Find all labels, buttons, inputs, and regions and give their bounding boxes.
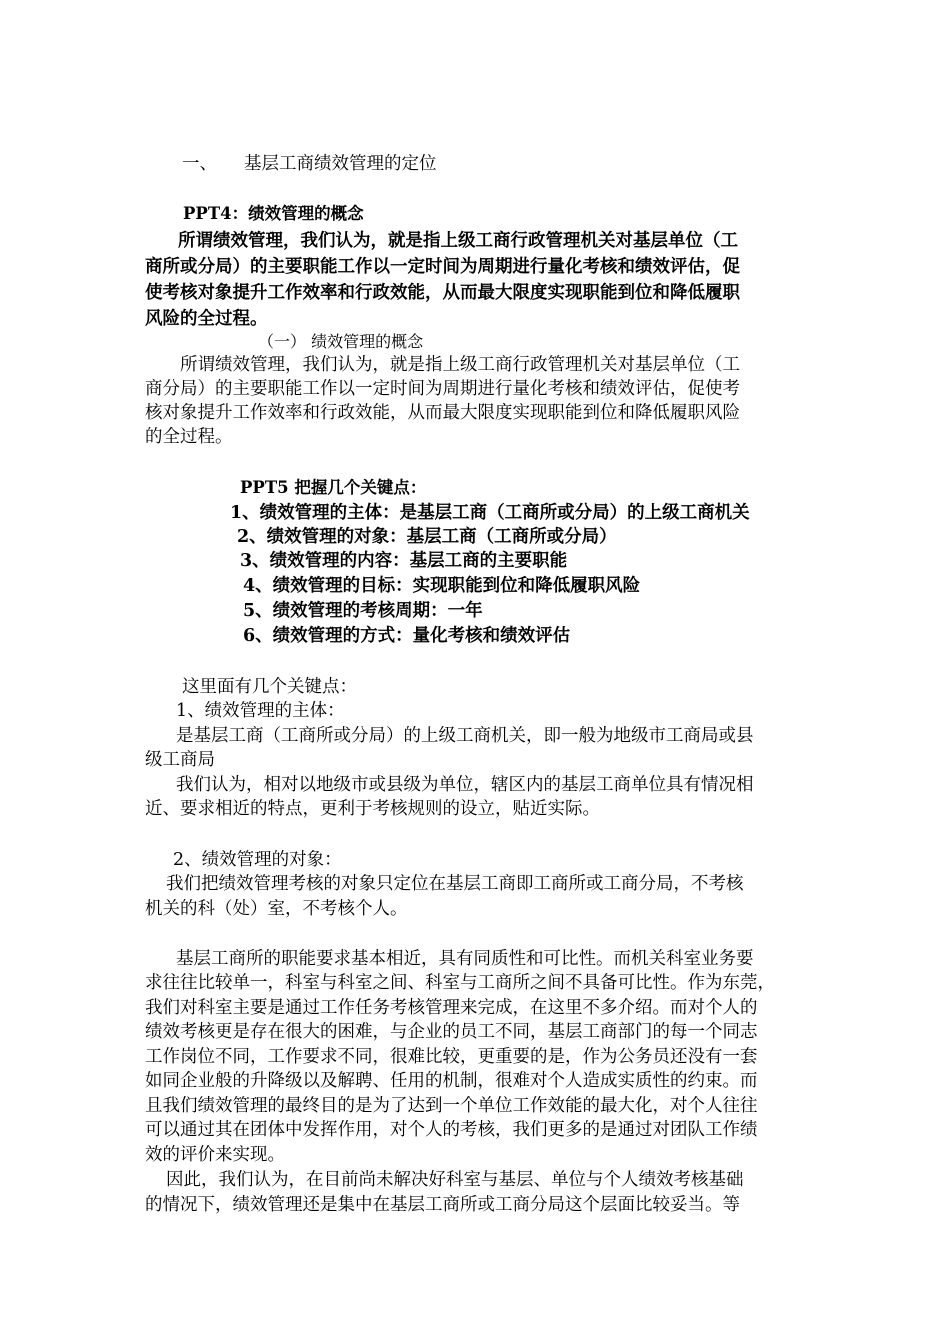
paragraph-line: 效的评价来实现。 bbox=[145, 1145, 285, 1165]
heading-number: 一、 bbox=[182, 154, 217, 174]
point1-note-line: 我们认为，相对以地级市或县级为单位，辖区内的基层工商单位具有情况相 bbox=[176, 775, 754, 795]
ppt5-item: 2、绩效管理的对象：基层工商（工商所或分局） bbox=[237, 527, 617, 547]
ppt4-line: 所谓绩效管理，我们认为，就是指上级工商行政管理机关对基层单位（工 bbox=[178, 231, 738, 251]
point1-line: 级工商局 bbox=[145, 750, 215, 770]
point2-line: 机关的科（处）室，不考核个人。 bbox=[145, 899, 408, 919]
heading-title: 基层工商绩效管理的定位 bbox=[244, 154, 437, 174]
paragraph-line: 求往往比较单一，科室与科室之间、科室与工商所之间不具备可比性。作为东莞， bbox=[145, 973, 775, 993]
paragraph-line: 绩效考核更是存在很大的困难，与企业的员工不同，基层工商部门的每一个同志 bbox=[145, 1022, 758, 1042]
point2-title: 2、绩效管理的对象： bbox=[173, 850, 342, 870]
section1-line: 商分局）的主要职能工作以一定时间为周期进行量化考核和绩效评估，促使考 bbox=[145, 379, 740, 399]
point1-line: 是基层工商（工商所或分局）的上级工商机关，即一般为地级市工商局或县 bbox=[176, 726, 754, 746]
ppt5-item: 3、绩效管理的内容：基层工商的主要职能 bbox=[240, 551, 568, 571]
paragraph-line: 我们对科室主要是通过工作任务考核管理来完成，在这里不多介绍。而对个人的 bbox=[145, 998, 758, 1018]
paragraph-line: 且我们绩效管理的最终目的是为了达到一个单位工作效能的最大化，对个人往往 bbox=[145, 1096, 758, 1116]
ppt5-item: 1、绩效管理的主体：是基层工商（工商所或分局）的上级工商机关 bbox=[230, 503, 750, 523]
ppt4-line: 风险的全过程。 bbox=[145, 309, 268, 329]
conclusion-line: 因此，我们认为，在目前尚未解决好科室与基层、单位与个人绩效考核基础 bbox=[166, 1170, 744, 1190]
paragraph-line: 基层工商所的职能要求基本相近，具有同质性和可比性。而机关科室业务要 bbox=[176, 949, 754, 969]
ppt4-line: 使考核对象提升工作效率和行政效能，从而最大限度实现职能到位和降低履职 bbox=[145, 283, 740, 303]
paragraph-line: 可以通过其在团体中发挥作用，对个人的考核，我们更多的是通过对团队工作绩 bbox=[145, 1120, 758, 1140]
section1-line: 所谓绩效管理，我们认为，就是指上级工商行政管理机关对基层单位（工 bbox=[180, 355, 740, 375]
section1-line: 核对象提升工作效率和行政效能，从而最大限度实现职能到位和降低履职风险 bbox=[145, 403, 740, 423]
paragraph-line: 工作岗位不同，工作要求不同，很难比较，更重要的是，作为公务员还没有一套 bbox=[145, 1047, 758, 1067]
ppt5-item: 5、绩效管理的考核周期：一年 bbox=[243, 601, 483, 621]
section1-title: （一） 绩效管理的概念 bbox=[258, 332, 424, 351]
point1-title: 1、绩效管理的主体： bbox=[176, 701, 345, 721]
ppt5-item: 4、绩效管理的目标：实现职能到位和降低履职风险 bbox=[243, 576, 641, 596]
ppt5-item: 6、绩效管理的方式：量化考核和绩效评估 bbox=[243, 626, 571, 646]
point2-line: 我们把绩效管理考核的对象只定位在基层工商即工商所或工商分局，不考核 bbox=[166, 874, 744, 894]
point1-note-line: 近、要求相近的特点，更利于考核规则的设立，贴近实际。 bbox=[145, 799, 600, 819]
ppt5-title: PPT5 把握几个关键点： bbox=[240, 478, 427, 497]
ppt4-line: 商所或分局）的主要职能工作以一定时间为周期进行量化考核和绩效评估，促 bbox=[145, 257, 740, 277]
paragraph-line: 如同企业般的升降级以及解聘、任用的机制，很难对个人造成实质性的约束。而 bbox=[145, 1071, 758, 1091]
key-points-intro: 这里面有几个关键点： bbox=[182, 677, 357, 697]
conclusion-line: 的情况下，绩效管理还是集中在基层工商所或工商分局这个层面比较妥当。等 bbox=[145, 1195, 740, 1215]
section1-line: 的全过程。 bbox=[145, 427, 233, 447]
ppt4-title: PPT4：绩效管理的概念 bbox=[183, 204, 364, 223]
